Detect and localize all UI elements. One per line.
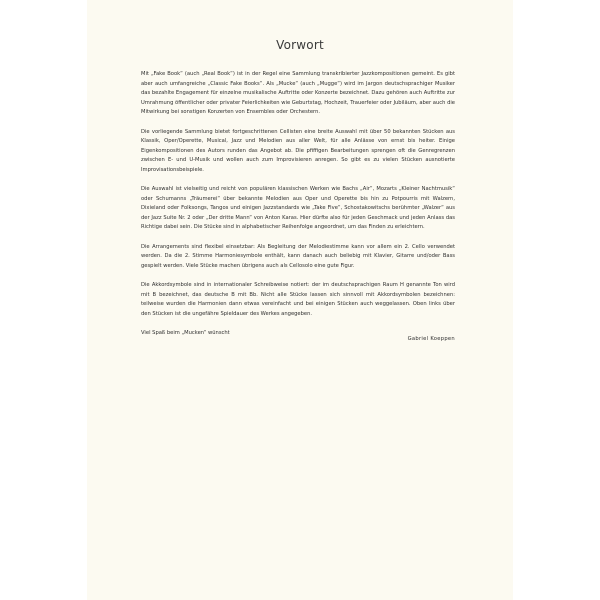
closing-block bbox=[141, 329, 455, 342]
paragraph-1: Mit „Fake Book“ (auch „Real Book“) ist in der Regel eine Sammlung transkribierter Jazzkompositionen gemeint. Es gibt aber auch umfangreiche „Classic Fake Books“. Als „Mucke“ (auch „Mugge“) wird im Jargon deutschsprachiger Musiker das bezahlte Engagement für einzelne musikalische Auftritte oder Konzerte bezeichnet. Dazu gehören auch Auftritte zur Umrahmung öffentlicher oder privater Feierlichkeiten wie Geburtstag, Hochzeit, Trauerfeier oder Jubiläum, aber auch die Mitwirkung bei sonstigen Konzerten von Ensembles oder Orchestern. bbox=[141, 71, 455, 115]
document-body bbox=[141, 70, 455, 342]
paragraph-4: Die Arrangements sind flexibel einsetzbar: Als Begleitung der Melodiestimme kann vor allem ein 2. Cello verwendet werden. Da die 2. Stimme Harmoniesymbole enthält, kann danach auch beliebig mit Klavier, Gitarre und/oder Bass gespielt werden. Viele Stücke machen übrigens auch als Cellosolo eine gute Figur. bbox=[141, 243, 455, 269]
document-page bbox=[87, 0, 513, 600]
paragraph-2: Die vorliegende Sammlung bietet fortgeschrittenen Cellisten eine breite Auswahl mit über 50 bekannten Stücken aus Klassik, Oper/Operette, Musical, Jazz und Melodien aus aller Welt, für alle Anlässe von ernst bis heiter. Einige Eigenkompositionen des Autors runden das Angebot ab. Die pfiffigen Bearbeitungen sprengen oft die Genregrenzen zwischen E- und U-Musik und wollen auch zum Improvisieren anregen. So gibt es zu vielen Stücken ausnotierte Improvisationsbeispiele. bbox=[141, 128, 455, 173]
paragraph-3: Die Auswahl ist vielseitig und reicht von populären klassischen Werken wie Bachs „Air“, Mozarts „Kleiner Nachtmusik“ oder Schumanns „Träumerei“ über bekannte Melodien aus Oper und Operette bis hin zu Potpourris mit Walzern, Dixieland oder Folksongs, Tangos und einigen Jazzstandards wie „Take Five“, Schostakowitschs berühmter „Walzer“ aus der Jazz Suite Nr. 2 oder „Der dritte Mann“ von Anton Karas. Hier dürfte also für jeden Geschmack und jeden Anlass das Richtige dabei sein. Die Stücke sind in alphabetischer Reihenfolge angeordnet, um das Finden zu erleichtern. bbox=[141, 186, 455, 230]
page-title: Vorwort bbox=[276, 38, 324, 52]
paragraph-5: Die Akkordsymbole sind in internationaler Schreibweise notiert: der im deutschsprachigen Raum H genannte Ton wird mit B bezeichnet, das deutsche B mit Bb. Nicht alle Stücke lassen sich sinnvoll mit Akkordsymbolen bezeichnen: teilweise wurden die Harmonien dann etwas vereinfacht und bei einigen Stücken auch weggelassen. Oben links über den Stücken ist die ungefähre Spieldauer des Werkes angegeben. bbox=[141, 282, 455, 317]
closing-line: Viel Spaß beim „Mucken“ wünscht bbox=[141, 330, 230, 336]
author-signature: Gabriel Koeppen bbox=[407, 336, 455, 342]
